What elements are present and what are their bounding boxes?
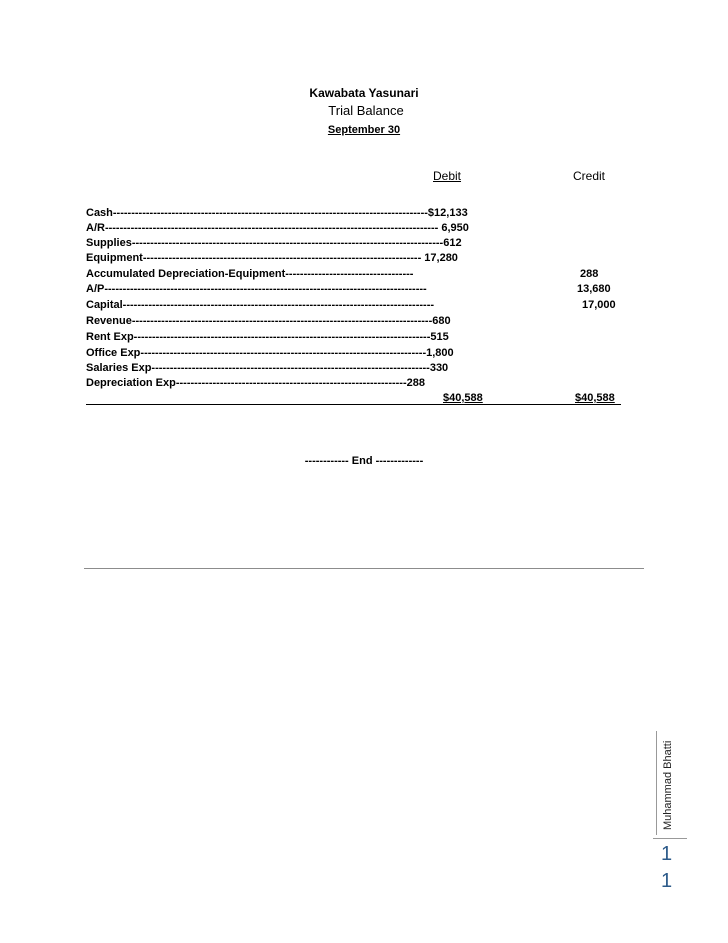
page-number-top: 1: [661, 843, 673, 865]
report-date: September 30: [327, 124, 401, 136]
total-credit: $40,588: [575, 392, 615, 404]
account-row-ar: A/R------------------------------------------------------------------------------------------- 6,950: [86, 222, 469, 234]
sidebar-author-name: Muhammad Bhatti: [662, 740, 674, 830]
account-row-ap: A/P----------------------------------------------------------------------------------------: [86, 283, 427, 295]
end-marker: ------------ End -------------: [304, 455, 424, 467]
account-row-revenue: Revenue----------------------------------------------------------------------------------680: [86, 315, 451, 327]
credit-value-capital: 17,000: [582, 299, 616, 311]
debit-column-header: Debit: [433, 169, 462, 183]
credit-column-header: Credit: [573, 169, 606, 183]
credit-value-ap: 13,680: [577, 283, 611, 295]
account-row-salaries-exp: Salaries Exp----------------------------------------------------------------------------330: [86, 362, 449, 374]
account-row-cash: Cash--------------------------------------------------------------------------------------$12,133: [86, 207, 468, 219]
account-row-office-exp: Office Exp------------------------------------------------------------------------------1,800: [86, 347, 454, 359]
account-row-supplies: Supplies-------------------------------------------------------------------------------------612: [86, 237, 462, 249]
totals-underline: [86, 404, 621, 405]
report-title: Trial Balance: [328, 103, 404, 118]
account-row-depreciation-exp: Depreciation Exp---------------------------------------------------------------288: [86, 377, 425, 389]
page-number-bottom: 1: [661, 870, 673, 892]
page-divider: [84, 568, 644, 569]
account-row-rent-exp: Rent Exp---------------------------------------------------------------------------------515: [86, 331, 449, 343]
account-row-accum-depr: Accumulated Depreciation-Equipment-----------------------------------: [86, 268, 414, 280]
sidebar-horizontal-rule: [653, 838, 687, 839]
total-debit: $40,588: [443, 392, 483, 404]
credit-value-accum-depr: 288: [580, 268, 599, 280]
account-row-capital: Capital-------------------------------------------------------------------------------------: [86, 299, 435, 311]
company-name: Kawabata Yasunari: [309, 86, 419, 100]
sidebar-vertical-rule: [656, 731, 657, 835]
account-row-equipment: Equipment---------------------------------------------------------------------------- 17,280: [86, 252, 458, 264]
